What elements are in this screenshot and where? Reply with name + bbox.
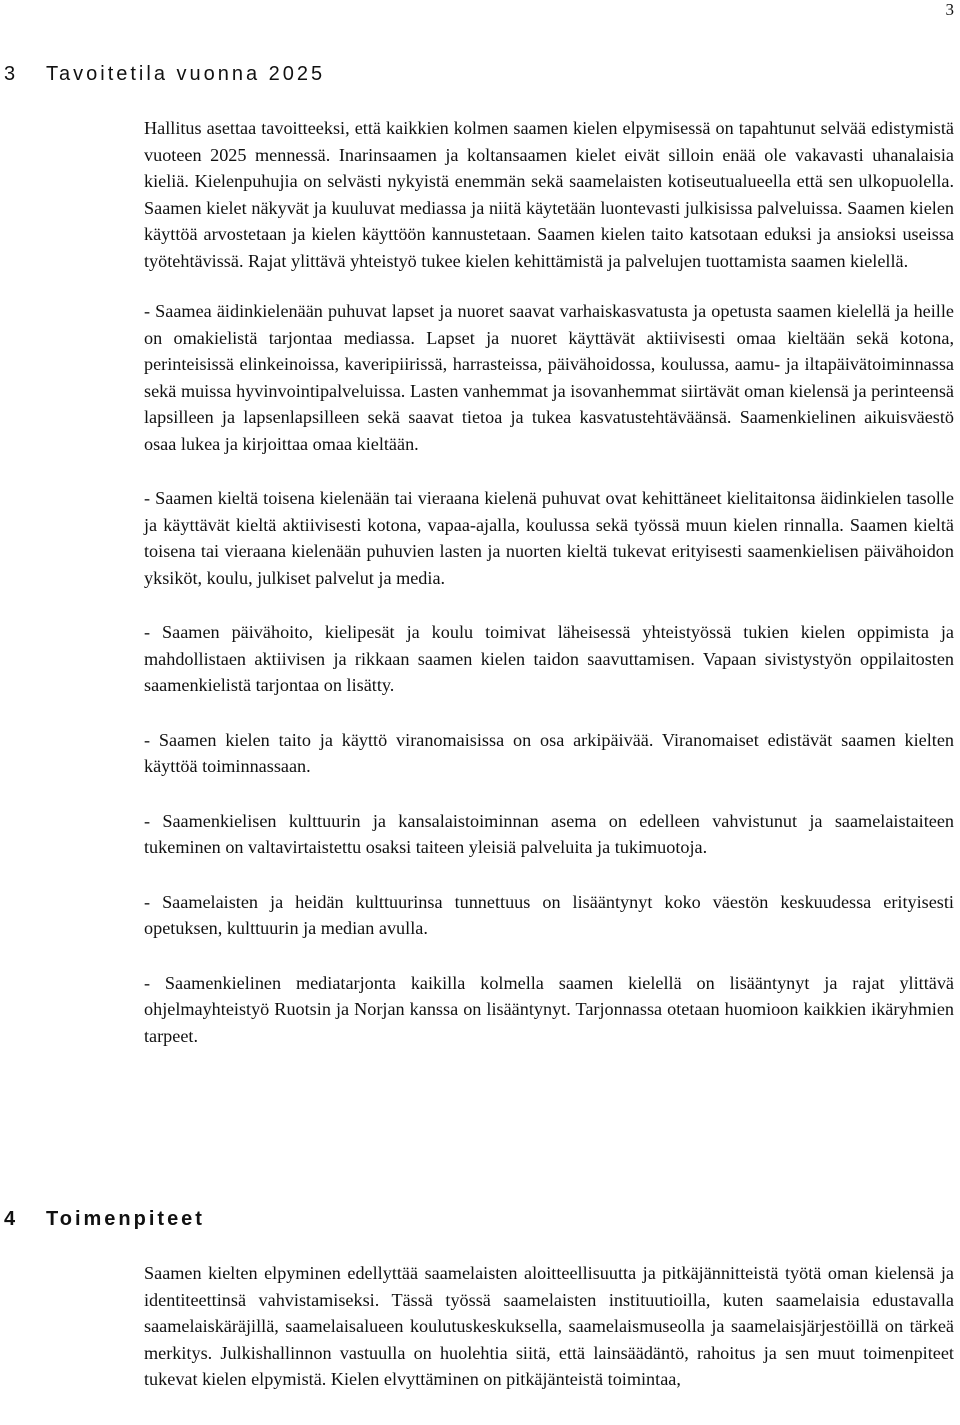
section-3-heading bbox=[4, 63, 325, 86]
section-4-intro-paragraph: Saamen kielten elpyminen edellyttää saamelaisten aloitteellisuutta ja pitkäjännitteistä työtä oman kielensä ja identiteettinsä vahvistamiseksi. Tässä työssä saamelaisten instituutioilla, kuten saamelaisia edustavalla saamelaiskäräjillä, saamelaisalueen koulutuskeskuksella, saamelaismuseolla ja saamelaisjärjestöillä on tärkeä merkitys. Julkishallinnon vastuulla on huolehtia siitä, että lainsäädäntö, rahoitus ja sen muut toimenpiteet tukevat kielen elpymistä. Kielen elvyttäminen on pitkäjänteistä toimintaa, bbox=[144, 1263, 954, 1389]
goal-paragraph: - Saamelaisten ja heidän kulttuurinsa tunnettuus on lisääntynyt koko väestön keskuudessa erityisesti opetuksen, kulttuurin ja median avulla. bbox=[144, 891, 954, 938]
section-4-body bbox=[144, 1260, 954, 1393]
section-4-heading bbox=[4, 1208, 205, 1231]
section-3-number: 3 bbox=[4, 63, 16, 85]
section-3-intro-paragraph: Hallitus asettaa tavoitteeksi, että kaikkien kolmen saamen kielen elpymisessä on tapahtunut selvää edistymistä vuoteen 2025 mennessä. Inarinsaamen ja koltansaamen kielet eivät silloin enää ole vakavasti uhanalaisia kieliä. Kielenpuhujia on selvästi nykyistä enemmän sekä saamelaisten kotiseutualueella että sen ulkopuolella. Saamen kielet näkyvät ja kuuluvat mediassa ja niitä käytetään luontevasti julkisissa palveluissa. Saamen kielen käyttöä arvostetaan ja kielen käyttöön kannustetaan. Saamen kielen taito katsotaan eduksi ja ansioksi useissa työtehtävissä. Rajat ylittävä yhteistyö tukee kielen kehittämistä ja palvelujen tuottamista saamen kielellä. bbox=[144, 118, 954, 271]
goal-paragraph: - Saamen kielen taito ja käyttö viranomaisissa on osa arkipäivää. Viranomaiset edistävät saamen kielten käyttöä toiminnassaan. bbox=[144, 729, 954, 776]
goal-paragraph: - Saamea äidinkielenään puhuvat lapset ja nuoret saavat varhaiskasvatusta ja opetusta saamen kielellä ja heille on omakielistä tarjontaa mediassa. Lapset ja nuoret käyttävät aktiivisesti omaa kieltään sekä kotona, perinteisissä elinkeinoissa, kaveripiirissä, harrasteissa, päivähoidossa, koulussa, aamu- ja iltapäivätoiminnassa sekä muissa hyvinvointipalveluissa. Lasten vanhemmat ja isovanhemmat siirtävät oman kielensä ja perinteensä lapsilleen ja lapsenlapsilleen sekä saavat tietoa ja tukea kasvatustehtäväänsä. Saamenkielinen aikuisväestö osaa lukea ja kirjoittaa omaa kieltään. bbox=[144, 301, 954, 454]
goal-paragraph: - Saamenkielisen kulttuurin ja kansalaistoiminnan asema on edelleen vahvistunut ja saamelaistaiteen tukeminen on valtavirtaistettu osaksi taiteen yleisiä palveluita ja tukimuotoja. bbox=[144, 810, 954, 857]
section-4-number: 4 bbox=[4, 1208, 16, 1230]
goal-paragraph: - Saamen päivähoito, kielipesät ja koulu toimivat läheisessä yhteistyössä tukien kielen oppimista ja mahdollistaen aktiivisen ja rikkaan saamen kielen taidon saavuttamisen. Vapaan sivistystyön oppilaitosten saamenkielistä tarjontaa on lisätty. bbox=[144, 622, 954, 695]
section-3-body bbox=[144, 115, 954, 1077]
section-3-title: Tavoitetila vuonna 2025 bbox=[46, 63, 326, 85]
goal-paragraph: - Saamenkielinen mediatarjonta kaikilla kolmella saamen kielellä on lisääntynyt ja rajat ylittävä ohjelmayhteistyö Ruotsin ja Norjan kanssa on lisääntynyt. Tarjonnassa otetaan huomioon kaikkien ikäryhmien tarpeet. bbox=[144, 972, 954, 1046]
page-number: 3 bbox=[945, 0, 954, 19]
section-4-title: Toimenpiteet bbox=[46, 1208, 205, 1230]
goal-paragraph: - Saamen kieltä toisena kielenään tai vieraana kielenä puhuvat ovat kehittäneet kielitaitonsa äidinkielen tasolle ja käyttävät kieltä aktiivisesti kotona, vapaa-ajalla, koulussa sekä työssä muun kielen rinnalla. Saamen kieltä toisena tai vieraana kielenään puhuvien lasten ja nuorten kieltä tukevat erityisesti saamenkielisen päivähoidon yksiköt, koulu, julkiset palvelut ja media. bbox=[144, 488, 954, 588]
